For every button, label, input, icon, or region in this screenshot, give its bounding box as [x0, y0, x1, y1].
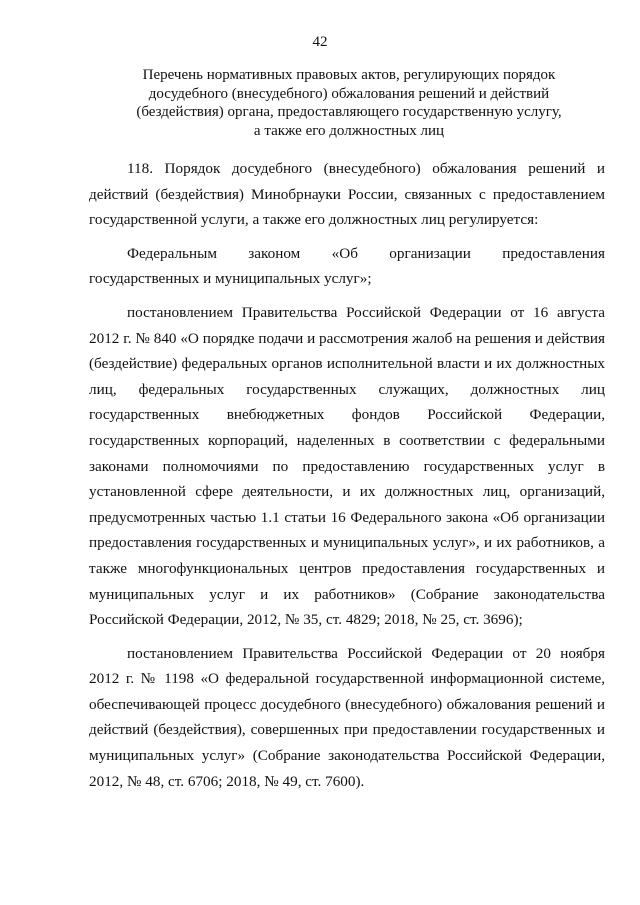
- heading-line: а также его должностных лиц: [253, 122, 445, 139]
- page-number: 42: [312, 34, 328, 50]
- paragraph-federal-law: Федеральным законом «Об организации предоставления государственных и муниципальных услуг»;: [89, 244, 605, 288]
- paragraph-resolution-840: постановлением Правительства Российской Федерации от 16 августа 2012 г. № 840 «О порядке подачи и рассмотрения жалоб на решения и действия (бездействие) федеральных органов исполнительной власти и их должностных лиц, федеральных государственных служащих, должностных лиц государственных внебюджетных фондов Российской Федерации, государственных корпораций, наделенных в соответствии с федеральными законами полномочиями по предоставлению государственных услуг в установленной сфере деятельности, и их должностных лиц, организаций, предусмотренных частью 1.1 статьи 16 Федерального закона «Об организации предоставления государственных и муниципальных услуг», и их работников, а также многофункциональных центров предоставления государственных и муниципальных услуг и их работников» (Собрание законодательства Российской Федерации, 2012, № 35, ст. 4829; 2018, № 25, ст. 3696);: [89, 303, 605, 629]
- document-body: [89, 156, 605, 802]
- paragraph-resolution-1198: постановлением Правительства Российской Федерации от 20 ноября 2012 г. № 1198 «О федеральной государственной информационной системе, обеспечивающей процесс досудебного (внесудебного) обжалования решений и действий (бездействия), совершенных при предоставлении государственных и муниципальных услуг» (Собрание законодательства Российской Федерации, 2012, № 48, ст. 6706; 2018, № 49, ст. 7600).: [89, 644, 605, 790]
- heading-line: досудебного (внесудебного) обжалования решений и действий: [148, 85, 550, 102]
- heading-line: Перечень нормативных правовых актов, регулирующих порядок: [142, 67, 556, 83]
- section-heading: [120, 66, 578, 140]
- heading-line: (бездействия) органа, предоставляющего государственную услугу,: [136, 104, 562, 120]
- paragraph-118-intro: 118. Порядок досудебного (внесудебного) обжалования решений и действий (бездействия) Минобрнауки России, связанных с предоставлением государственной услуги, а также его должностных лиц регулируется:: [89, 160, 605, 229]
